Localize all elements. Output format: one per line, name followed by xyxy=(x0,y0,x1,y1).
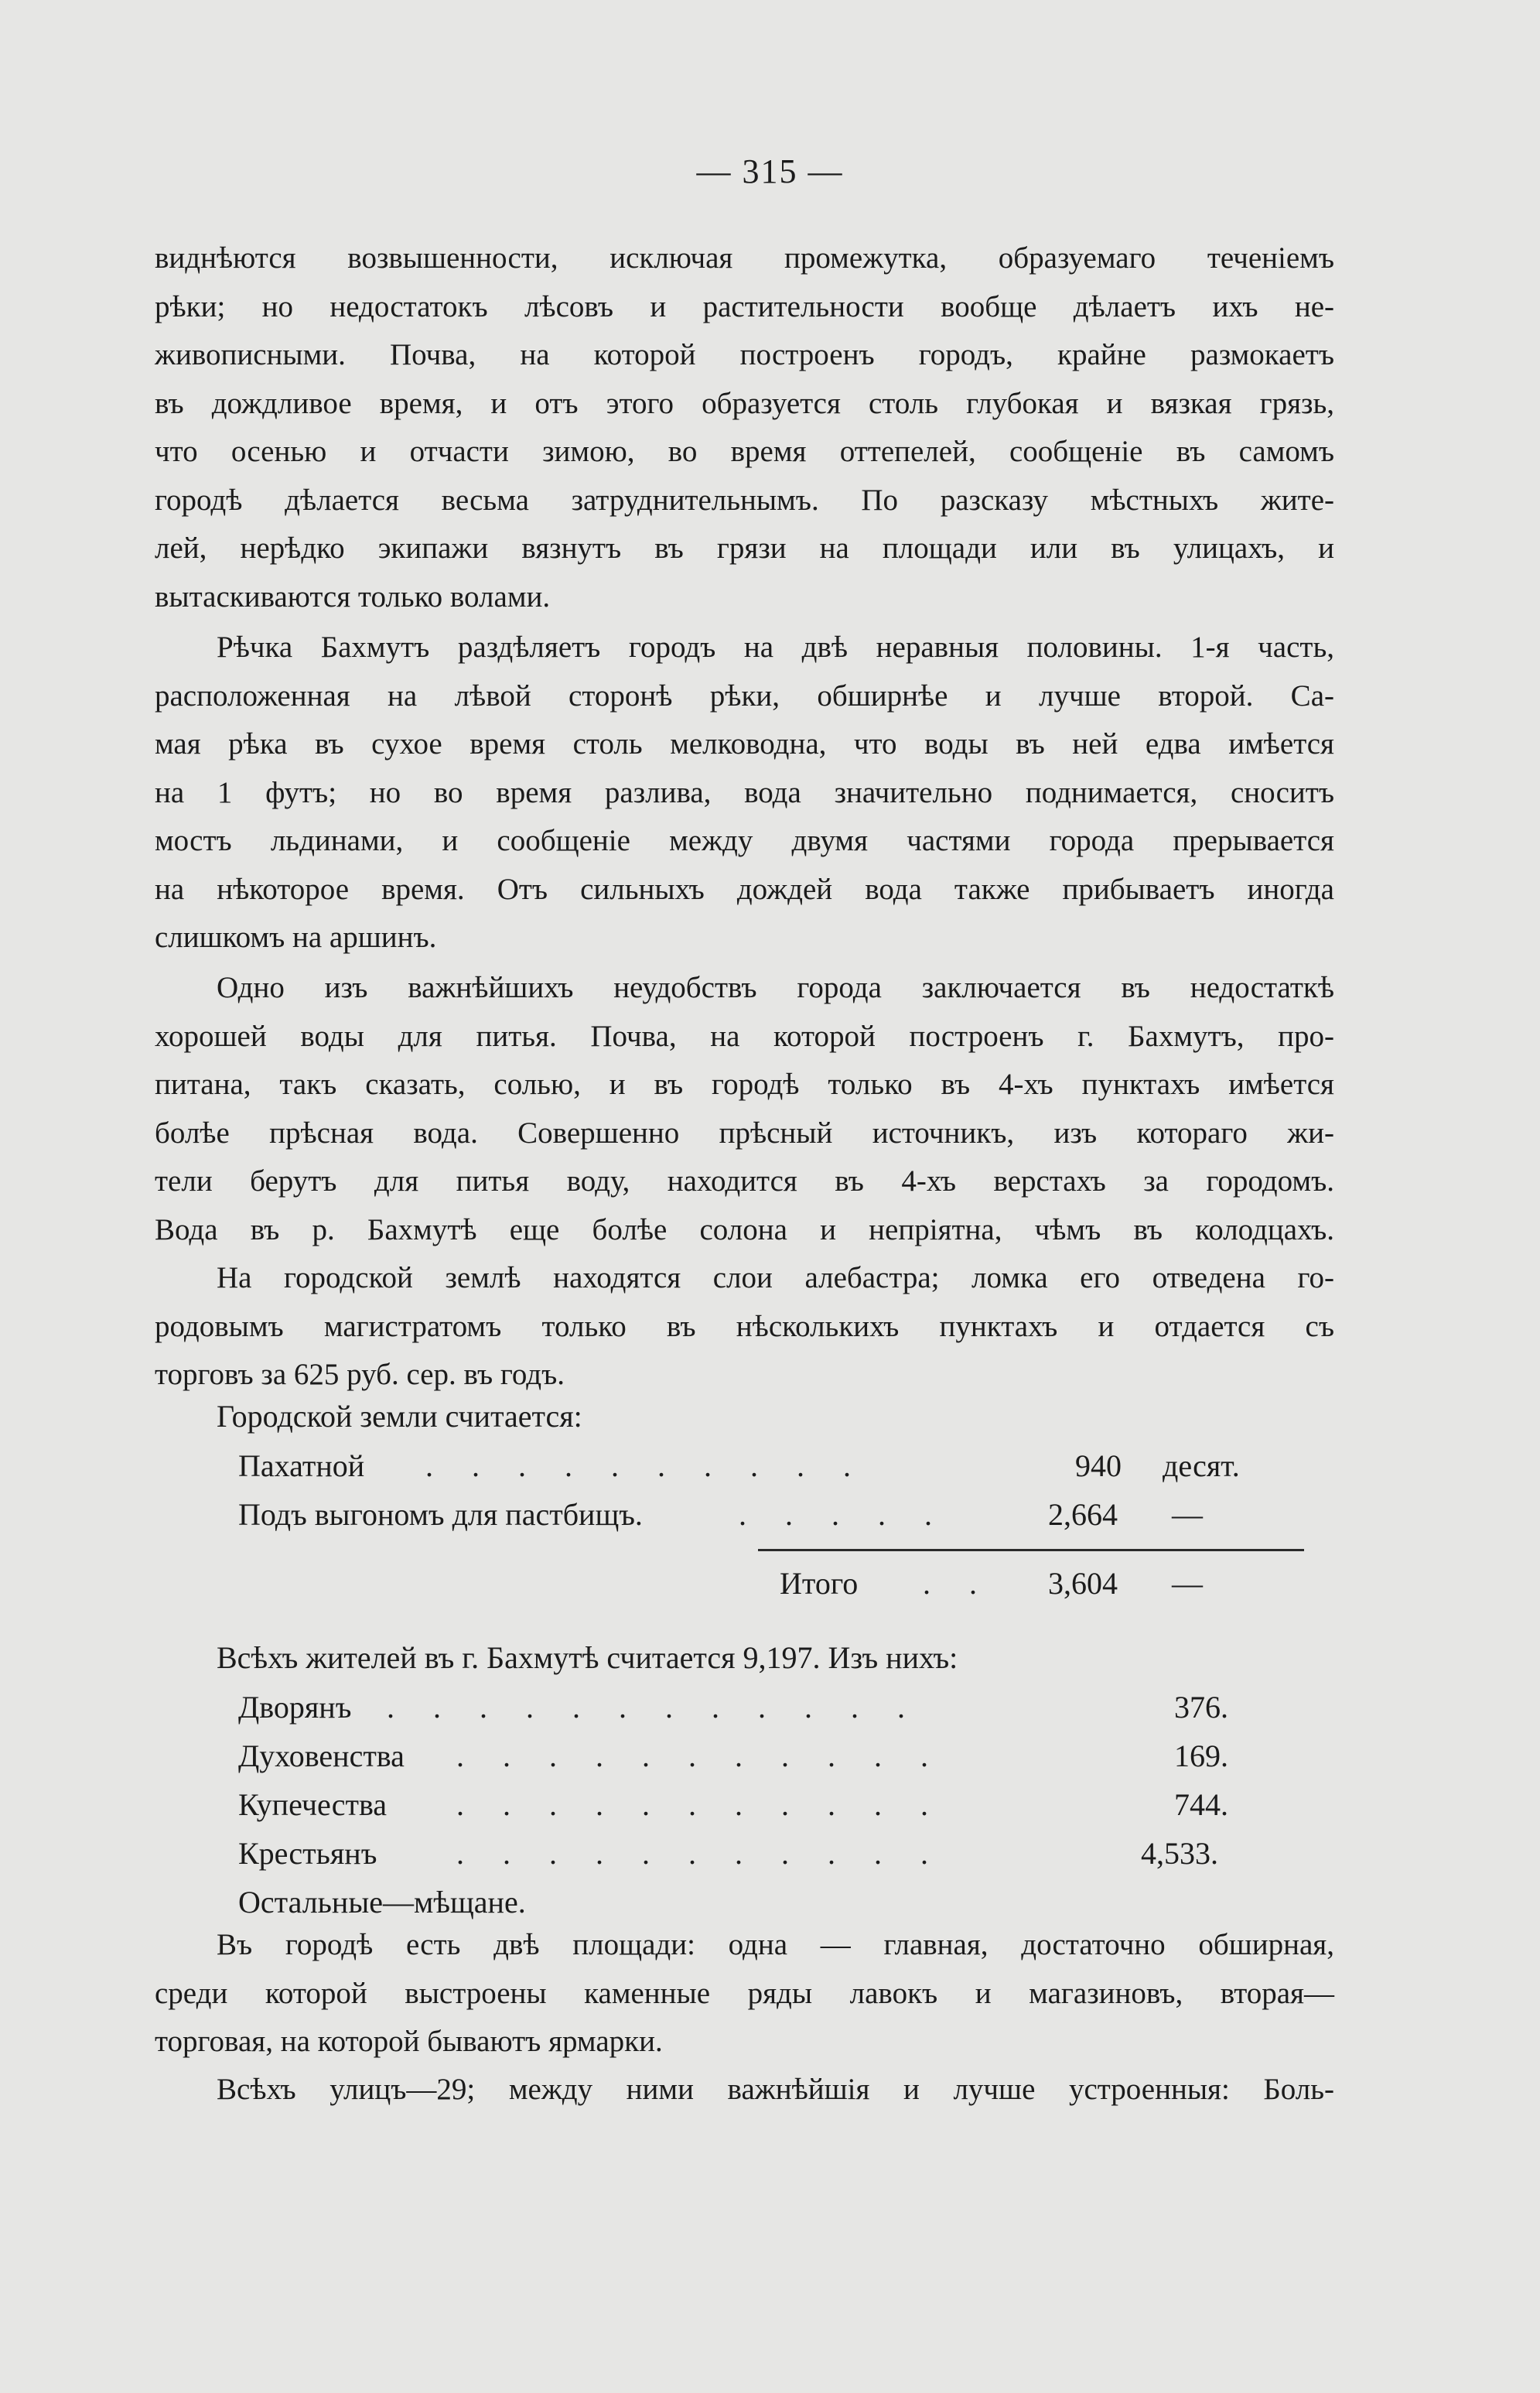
population-value: 4,533. xyxy=(1141,1836,1218,1871)
text-line: тели берутъ для питья воду, находится въ 4-хъ верстахъ за городомъ. xyxy=(155,1164,1334,1198)
text-line: что осенью и отчасти зимою, во время оттепелей, сообщеніе въ самомъ xyxy=(155,435,1334,468)
leader-dots: . . . . . . . . . . xyxy=(425,1448,866,1483)
leader-dots: . . . . . . . . . . . xyxy=(456,1787,944,1822)
land-value: 940 xyxy=(1075,1448,1122,1483)
paragraph-4 xyxy=(155,1254,1334,1400)
land-unit: — xyxy=(1172,1497,1203,1532)
text-line: Въ городѣ есть двѣ площади: одна — главная, достаточно обширная, xyxy=(217,1928,1334,1961)
leader-dots: . . . . . . . . . . . xyxy=(456,1738,944,1773)
population-label: Купечества xyxy=(238,1787,388,1822)
land-label: Пахатной xyxy=(238,1448,365,1483)
paragraph-2 xyxy=(155,624,1334,962)
paragraph-1 xyxy=(155,234,1334,621)
paragraph-3 xyxy=(155,964,1334,1254)
population-heading: Всѣхъ жителей въ г. Бахмутѣ считается 9,197. Изъ нихъ: xyxy=(217,1640,958,1675)
text-line: Всѣхъ улицъ—29; между ними важнѣйшія и лучше устроенныя: Боль- xyxy=(217,2073,1334,2106)
text-line: Рѣчка Бахмутъ раздѣляетъ городъ на двѣ неравныя половины. 1-я часть, xyxy=(217,631,1334,664)
text-line: расположенная на лѣвой сторонѣ рѣки, обширнѣе и лучше второй. Са- xyxy=(155,679,1334,713)
text-line: торговая, на которой бываютъ ярмарки. xyxy=(155,2025,663,2058)
total-unit: — xyxy=(1172,1566,1203,1601)
population-label: Духовенства xyxy=(238,1738,405,1773)
total-label: Итого xyxy=(780,1566,859,1601)
text-line: живописными. Почва, на которой построенъ городъ, крайне размокаетъ xyxy=(155,338,1334,371)
text-line: рѣки; но недостатокъ лѣсовъ и растительности вообще дѣлаетъ ихъ не- xyxy=(155,289,1334,323)
land-label: Подъ выгономъ для пастбищъ. xyxy=(238,1497,643,1532)
text-line: слишкомъ на аршинъ. xyxy=(155,921,437,954)
text-line: городѣ дѣлается весьма затруднительнымъ. По разсказу мѣстныхъ жите- xyxy=(155,483,1334,517)
population-label: Дворянъ xyxy=(238,1690,352,1725)
population-label: Остальные—мѣщане. xyxy=(238,1885,526,1920)
land-unit: десят. xyxy=(1163,1448,1240,1483)
population-value: 744. xyxy=(1174,1787,1228,1822)
land-heading: Городской земли считается: xyxy=(217,1399,582,1434)
text-line: родовымъ магистратомъ только въ нѣсколькихъ пунктахъ и отдается съ xyxy=(155,1309,1334,1343)
population-label: Крестьянъ xyxy=(238,1836,377,1871)
population-value: 376. xyxy=(1174,1690,1228,1725)
text-line: Вода въ р. Бахмутѣ еще болѣе солона и непріятна, чѣмъ въ колодцахъ. xyxy=(155,1212,1334,1246)
text-line: На городской землѣ находятся слои алебастра; ломка его отведена го- xyxy=(217,1261,1334,1294)
leader-dots: . . . . . . . . . . . xyxy=(456,1836,944,1871)
text-line: хорошей воды для питья. Почва, на которой построенъ г. Бахмутъ, про- xyxy=(155,1019,1334,1053)
total-value: 3,604 xyxy=(1048,1566,1118,1601)
leader-dots: . . . . . . . . . . . . xyxy=(387,1690,920,1725)
population-value: 169. xyxy=(1174,1738,1228,1773)
text-line: среди которой выстроены каменные ряды лавокъ и магазиновъ, вторая— xyxy=(155,1976,1334,2010)
text-line: Одно изъ важнѣйшихъ неудобствъ города заключается въ недостаткѣ xyxy=(217,971,1334,1004)
text-line: торговъ за 625 руб. сер. въ годъ. xyxy=(155,1358,565,1391)
text-line: на 1 футъ; но во время разлива, вода значительно поднимается, сноситъ xyxy=(155,775,1334,809)
leader-dots: . . xyxy=(923,1566,992,1601)
text-line: въ дождливое время, и отъ этого образуется столь глубокая и вязкая грязь, xyxy=(155,386,1334,420)
text-line: мостъ льдинами, и сообщеніе между двумя частями города прерывается xyxy=(155,824,1334,857)
text-line: виднѣются возвышенности, исключая промежутка, образуемаго теченіемъ xyxy=(155,241,1334,275)
text-line: вытаскиваются только волами. xyxy=(155,579,551,614)
sum-rule xyxy=(758,1549,1304,1551)
text-line: питана, такъ сказать, солью, и въ городѣ только въ 4-хъ пунктахъ имѣется xyxy=(155,1068,1334,1101)
text-line: на нѣкоторое время. Отъ сильныхъ дождей вода также прибываетъ иногда xyxy=(155,872,1334,906)
leader-dots: . . . . . xyxy=(739,1497,948,1532)
land-value: 2,664 xyxy=(1048,1497,1118,1532)
page-number: — 315 — xyxy=(696,152,844,190)
text-line: мая рѣка въ сухое время столь мелководна, что воды въ ней едва имѣется xyxy=(155,727,1334,761)
text-line: болѣе прѣсная вода. Совершенно прѣсный источникъ, изъ котораго жи- xyxy=(155,1116,1334,1150)
text-line: лей, нерѣдко экипажи вязнутъ въ грязи на площади или въ улицахъ, и xyxy=(155,532,1334,565)
paragraph-6 xyxy=(155,2066,1334,2114)
paragraph-5 xyxy=(155,1921,1334,2067)
